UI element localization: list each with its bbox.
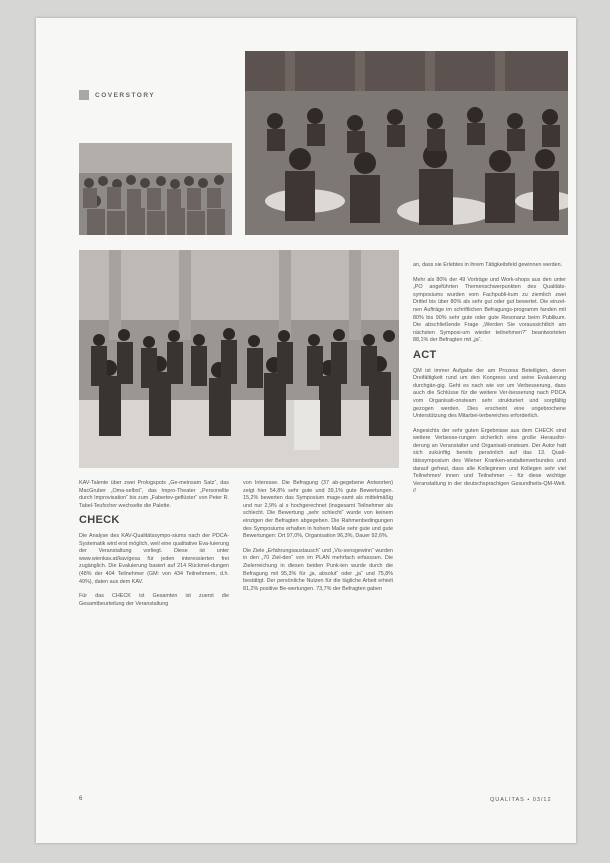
text-column-1 xyxy=(79,480,229,615)
audience-photo-large xyxy=(245,51,568,235)
act-heading: ACT xyxy=(413,348,437,361)
check-paragraph-1: Die Analyse des KAV-Qualitätssympo-siums nach der PDCA-Systematik wird erst möglich, weil eine qualitative Eva-luierung der Veranstaltung vorliegt. Diese ist unter www.wienkav.at/kav/gesa für jeden interessierten frei zugänglich. Die Evaluierung basiert auf 214 Rückmel-dungen (48% der 404 Teilnehmer (GM: von 434 Teilnehmern, d.h. 49%), daten aus dem KAV. xyxy=(79,532,229,585)
intro-paragraph: KAV-Talente über zwei Prologspots „Ge-meinsam Satz“, das MacGruber „Oma-selbst“, das Impro-Theater „Personellte durch Improvisation“ bis zum „Fabertev-geflüster“ von Peter R. Tabel-Teufscher wechselte die Palette. xyxy=(79,480,229,509)
section-tag xyxy=(79,90,155,100)
results-paragraph-1: von Interesse. Die Befragung (37 ab-gegebene Antworten) zeigt hier 54,8% sehr gute und 39,1% gute Bewertungen. 15,2% bewerten das Symposium mage-samt als mittelmäßig und nur 2,9% al s hochgerechnet (insgesamt Teilnehmer als schlecht. Die Bewertung „sehr schlecht“ wurde von keinem einzigen der Befragten abgegeben. Die Rahmenbedingungen des Symposiums erhalten in hohem Maße sehr gute und gute Bewertungen: Ort 97,0%, Organisation 96,3%, Dauer 92,6%. xyxy=(243,480,393,540)
text-column-2 xyxy=(243,480,393,600)
check-heading: CHECK xyxy=(79,514,120,527)
results-paragraph-2: Die Ziele „Erfahrungsaustausch“ und „Vis-sensgewinn“ wurden in den „70 Ziel-den“ von im PLAN mehrfach erfasssen. Die Zielerreichung in diesen beiden Punk-ten wurde durch die Befragung mit 95,3% für „ja, absolut“ oder „ja“ und 75,8% bestätigt. Der persönliche Nutzen für die tägliche Arbeit erhielt 81,2% positive Be-wertungen. 73,7% der Befragten gaben xyxy=(243,547,393,592)
text-column-3 xyxy=(413,262,566,503)
act-paragraph-1: QM ist immer Aufgabe der am Prozess Beteiligten, deren Dreifältigkeit rund um den Kongress und seine Evaluierung durchgän-gig. Geht es nach wie vor um Verbesserung, dass auch die Schlüsse für die weitere Ver-besserung nach PDCA vom Organisati-onsteam sehr strukturiert und sorgfältig gezogen werden. Dies erscheint eine ungebrochene Unterstützung des Mitarbei-terbereiches erforderlich. xyxy=(413,367,566,420)
act-paragraph-2-text: Angesichts der sehr guten Ergebnisse aus dem CHECK sind weitere Verbesse-rungen sicherlich eine große Herausfor-derung an Veranstalter und Organisati-onsteam. Der Autor hatt sich zukünftig bereits persönlich auf das 13. Quali-tätssymposium des Wiener Kranken-anstaltenverbundes und darauf gefreut, dass alle Kolleginnen und Kollegen sehr viel Teilnehmer/ innen und Teilnehmer – für diese wichtige Veranstaltung in der deutschsprachigen Gesundheits-QM-Welt. xyxy=(413,427,566,487)
workshops-paragraph: Mehr als 80% der 49 Vorträge und Work-shops aus den unter „PO angeführten Themenschwerpunkten des Qualitäts-symposiums wurden vom Fachpubli-kum zu ziemlich zwei Drittel bis über 80% als sehr gut oder gut bewertet. Die einzel-nen Aufträge im schriftlichen Befragungs-programm fanden mit 80% bis 90% sehr gute oder gute Resonanz beim Publikum. Die abschließende Frage „Werden Sie voraussichtlich am nächsten Symposi-um wieder teilnehmen?“ beantworteten 88,1% der Befragten mit „ja“. xyxy=(413,276,566,344)
foyer-crowd-photo xyxy=(79,250,399,468)
audience-photo-small xyxy=(79,143,232,235)
magazine-footer: QUALITAS • 03/12 xyxy=(490,797,552,803)
check-paragraph-2: Für das CHECK ist Gesamten ist zuerst die Gesamtbeurteilung der Veranstaltung xyxy=(79,593,229,607)
act-paragraph-2 xyxy=(413,428,566,496)
continued-paragraph: an, dass sie Erlebtes in ihrem Tätigkeitsfeld gewinnen werden. xyxy=(413,262,563,268)
page-number: 6 xyxy=(79,796,83,802)
section-label: COVERSTORY xyxy=(95,91,156,99)
section-tag-marker xyxy=(79,90,89,100)
article-end-mark: // xyxy=(413,488,416,495)
